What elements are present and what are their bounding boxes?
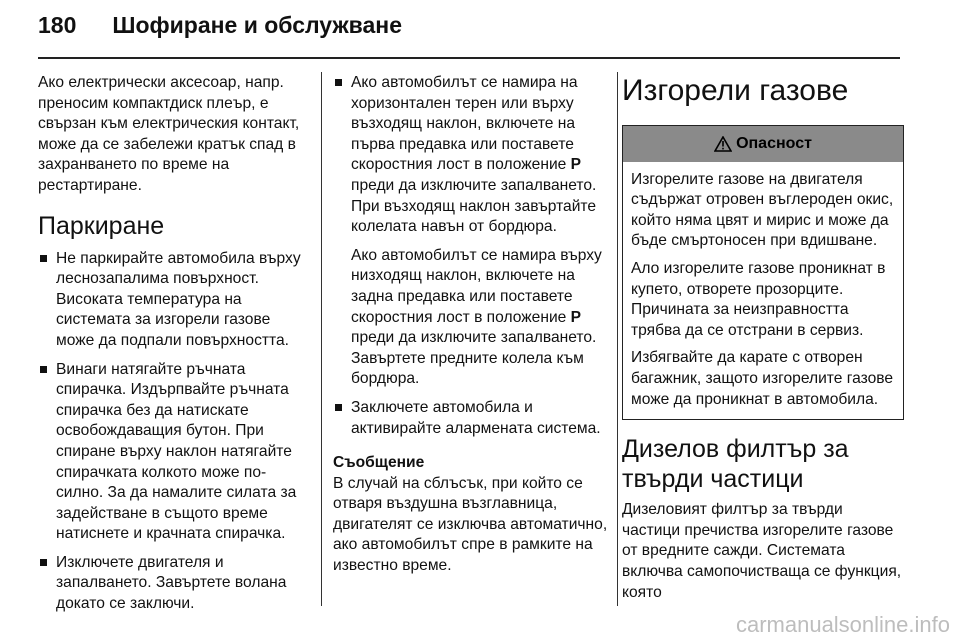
square-bullet-icon [40,559,47,566]
parking-list [38,249,304,615]
column-divider-2 [617,72,618,606]
note-title: Съобщение [333,454,425,472]
list-item: Винаги натягайте ръчната спирачка. Издърпвайте ръчната спирачка без да натискате освобождаващия бутон. При спиране върху наклон натягайте спирачката колкото може по-силно. За да намалите силата за задействане в същото време натиснете и крачната спирачка. [38,360,304,545]
list-paragraph: Ако автомобилът се намира върху низходящ наклон, включете на задна предавка или поставете скоростния лост в положение P преди да изключите запалването. Завъртете предните колела към бордюра. [351,246,602,388]
intro-paragraph: Ако електрически аксесоар, напр. преносим компактдиск плеър, е свързан към електрическия контакт, може да се забележи кратък спад в захранването по време на рестартиране. [38,74,300,194]
note-text: В случай на сблъсък, при който се отваря въздушна възглавница, двигателят се изключва автоматично, ако автомобилът спре в рамките на известно време. [333,474,608,575]
section-heading-diesel-filter: Дизелов филтър за твърди частици [622,435,849,494]
column-3 [622,73,904,613]
section-heading-parking: Паркиране [38,211,165,240]
square-bullet-icon [335,79,342,86]
column-divider-1 [321,72,322,606]
list-item: Заключете автомобила и активирайте алармената система. [333,398,609,439]
danger-paragraph: Изгорелите газове на двигателя съдържат отровен въглероден окис, който няма цвят и мирис и може да бъде смъртоносен при вдишване. [631,170,894,250]
warning-triangle-icon [714,136,732,152]
list-item: Не паркирайте автомобила върху леснозапалима повърхност. Високата температура на системата за изгорели газове може да подпали повърхността. [38,249,304,352]
watermark: carmanualsonline.info [735,612,950,637]
chapter-title: Шофиране и обслужване [112,12,402,38]
danger-header [623,126,903,162]
danger-paragraph: Избягвайте да карате с отворен багажник, защото изгорелите газове може да проникнат в автомобила. [631,349,894,408]
danger-title: Опасност [736,135,812,152]
list-item: Изключете двигателя и запалването. Завъртете волана докато се заключи. [38,553,304,615]
diesel-filter-paragraph: Дизеловият филтър за твърди частици пречиства изгорелите газове от вредните сажди. Системата включва самопочистваща се функция, която [622,501,902,601]
list-paragraph: Ако автомобилът се намира на хоризонтален терен или върху възходящ наклон, включете на първа предавка или поставете скоростния лост в положение P преди да изключите запалването. При възходящ наклон завъртайте колелата навън от бордюра. [351,74,597,236]
square-bullet-icon [40,255,47,262]
section-heading-exhaust: Изгорели газове [622,74,849,107]
square-bullet-icon [40,366,47,373]
danger-box [622,125,904,420]
danger-paragraph: Ало изгорелите газове проникнат в купето, отворете прозорците. Причината за неизправността трябва да се отстрани в сервиз. [631,259,886,339]
parking-list-continued [333,73,609,439]
column-2 [333,73,609,587]
note-block [333,453,609,577]
header-divider [38,57,900,59]
list-item [333,73,609,390]
square-bullet-icon [335,404,342,411]
page-number: 180 [38,12,77,38]
page-header [38,12,402,46]
column-1 [38,73,304,623]
danger-body [623,162,903,420]
